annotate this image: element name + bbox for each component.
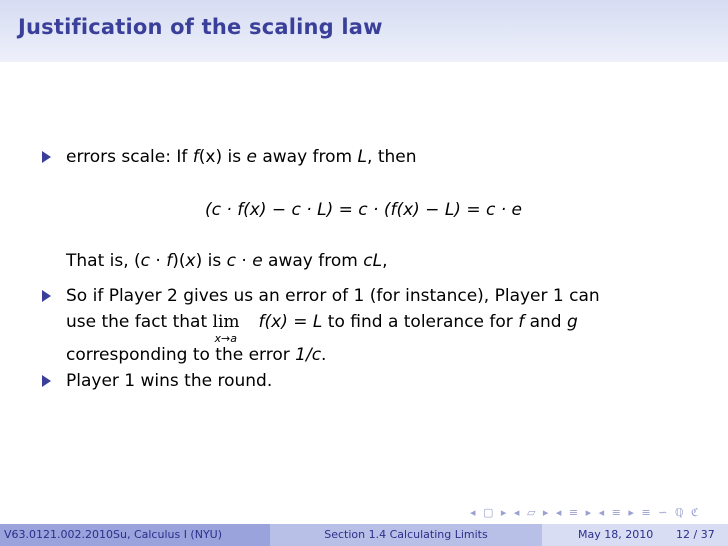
footer-section: Section 1.4 Calculating Limits (270, 524, 542, 546)
bullet-icon (42, 151, 51, 163)
slide-footer (0, 524, 728, 546)
bullet-icon (42, 375, 51, 387)
footer-date-page (542, 524, 728, 546)
limit-subscript: x→a (214, 332, 238, 345)
bullet-icon (42, 290, 51, 302)
that-is-text: That is, (c · f)(x) is c · e away from cL, (66, 251, 388, 271)
bullet-2-line-1: So if Player 2 gives us an error of 1 (for instance), Player 1 can (66, 286, 600, 306)
bullet-2-line-3: corresponding to the error 1/c. (66, 345, 327, 365)
footer-date: May 18, 2010 (578, 528, 654, 541)
bullet-3-text: Player 1 wins the round. (66, 371, 273, 391)
slide-header (0, 0, 728, 62)
bullet-2-line-2: use the fact that lim x→a f(x) = L to find a tolerance for f and g (66, 312, 578, 332)
bullet-1-text: errors scale: If f(x) is e away from L, then (66, 147, 417, 167)
beamer-navigation-icons[interactable]: ◂ ▢ ▸ ◂ ▱ ▸ ◂ ≡ ▸ ◂ ≡ ▸ ≡ ∽ ℚ ℭ (470, 506, 701, 519)
footer-page-number: 12 / 37 (676, 528, 715, 541)
footer-course: V63.0121.002.2010Su, Calculus I (NYU) (0, 524, 270, 546)
slide-title: Justification of the scaling law (18, 15, 383, 39)
display-equation: (c · f(x) − c · L) = c · (f(x) − L) = c · e (205, 200, 522, 220)
